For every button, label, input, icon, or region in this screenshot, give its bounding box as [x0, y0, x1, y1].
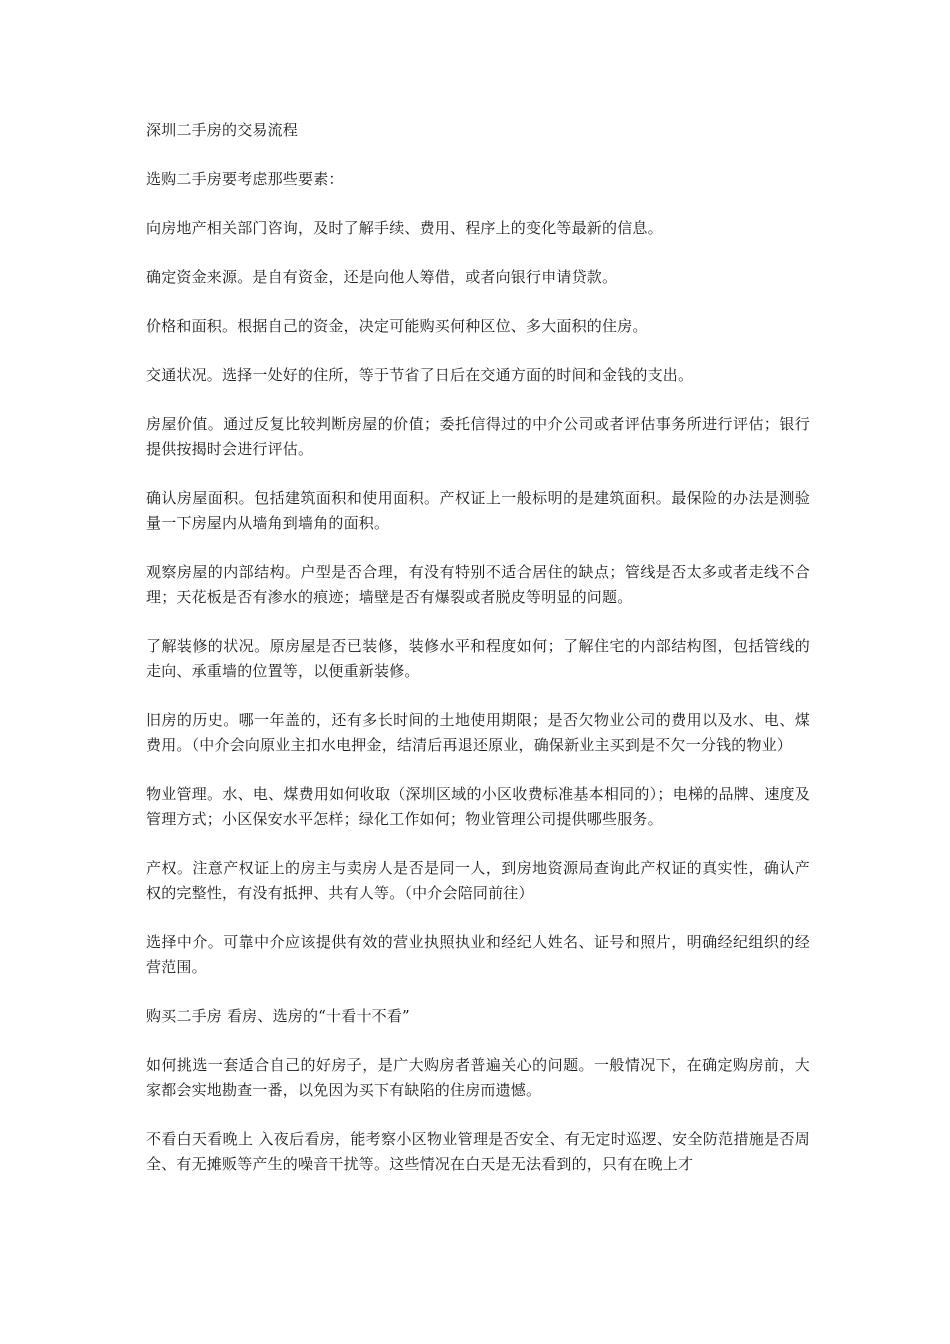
- paragraph: 如何挑选一套适合自己的好房子，是广大购房者普遍关心的问题。一般情况下，在确定购房前，大家都会实地勘查一番，以免因为买下有缺陷的住房而遗憾。: [146, 1056, 810, 1099]
- document-body: [146, 118, 810, 1201]
- paragraph: 确认房屋面积。包括建筑面积和使用面积。产权证上一般标明的是建筑面积。最保险的办法是测验量一下房屋内从墙角到墙角的面积。: [146, 489, 810, 532]
- paragraph: 价格和面积。根据自己的资金，决定可能购买何种区位、多大面积的住房。: [146, 317, 648, 335]
- paragraph: 了解装修的状况。原房屋是否已装修，装修水平和程度如何；了解住宅的内部结构图，包括管线的走向、承重墙的位置等，以便重新装修。: [146, 637, 810, 680]
- paragraph: 旧房的历史。哪一年盖的，还有多长时间的土地使用期限；是否欠物业公司的费用以及水、电、煤费用。（中介会向原业主扣水电押金，结清后再退还原业，确保新业主买到是不欠一分钱的物业）: [146, 711, 810, 754]
- paragraph: 不看白天看晚上 入夜后看房，能考察小区物业管理是否安全、有无定时巡逻、安全防范措施是否周全、有无摊贩等产生的噪音干扰等。这些情况在白天是无法看到的，只有在晚上才: [146, 1130, 810, 1173]
- paragraph: 交通状况。选择一处好的住所，等于节省了日后在交通方面的时间和金钱的支出。: [146, 366, 694, 384]
- paragraph: 物业管理。水、电、煤费用如何收取（深圳区域的小区收费标准基本相同的）；电梯的品牌、速度及管理方式；小区保安水平怎样；绿化工作如何；物业管理公司提供哪些服务。: [146, 785, 810, 828]
- paragraph: 确定资金来源。是自有资金，还是向他人筹借，或者向银行申请贷款。: [146, 268, 618, 286]
- section-heading: 选购二手房要考虑那些要素：: [146, 170, 344, 188]
- paragraph: 向房地产相关部门咨询，及时了解手续、费用、程序上的变化等最新的信息。: [146, 219, 663, 237]
- paragraph: 选择中介。可靠中介应该提供有效的营业执照执业和经纪人姓名、证号和照片，明确经纪组织的经营范围。: [146, 933, 810, 976]
- section-heading: 购买二手房 看房、选房的“十看十不看”: [146, 1007, 410, 1025]
- paragraph: 房屋价值。通过反复比较判断房屋的价值；委托信得过的中介公司或者评估事务所进行评估；银行提供按揭时会进行评估。: [146, 415, 810, 458]
- document-title: 深圳二手房的交易流程: [146, 121, 299, 139]
- paragraph: 产权。注意产权证上的房主与卖房人是否是同一人，到房地资源局查询此产权证的真实性，确认产权的完整性，有没有抵押、共有人等。（中介会陪同前往）: [146, 859, 810, 902]
- paragraph: 观察房屋的内部结构。户型是否合理，有没有特别不适合居住的缺点；管线是否太多或者走线不合理；天花板是否有渗水的痕迹；墙壁是否有爆裂或者脱皮等明显的问题。: [146, 563, 810, 606]
